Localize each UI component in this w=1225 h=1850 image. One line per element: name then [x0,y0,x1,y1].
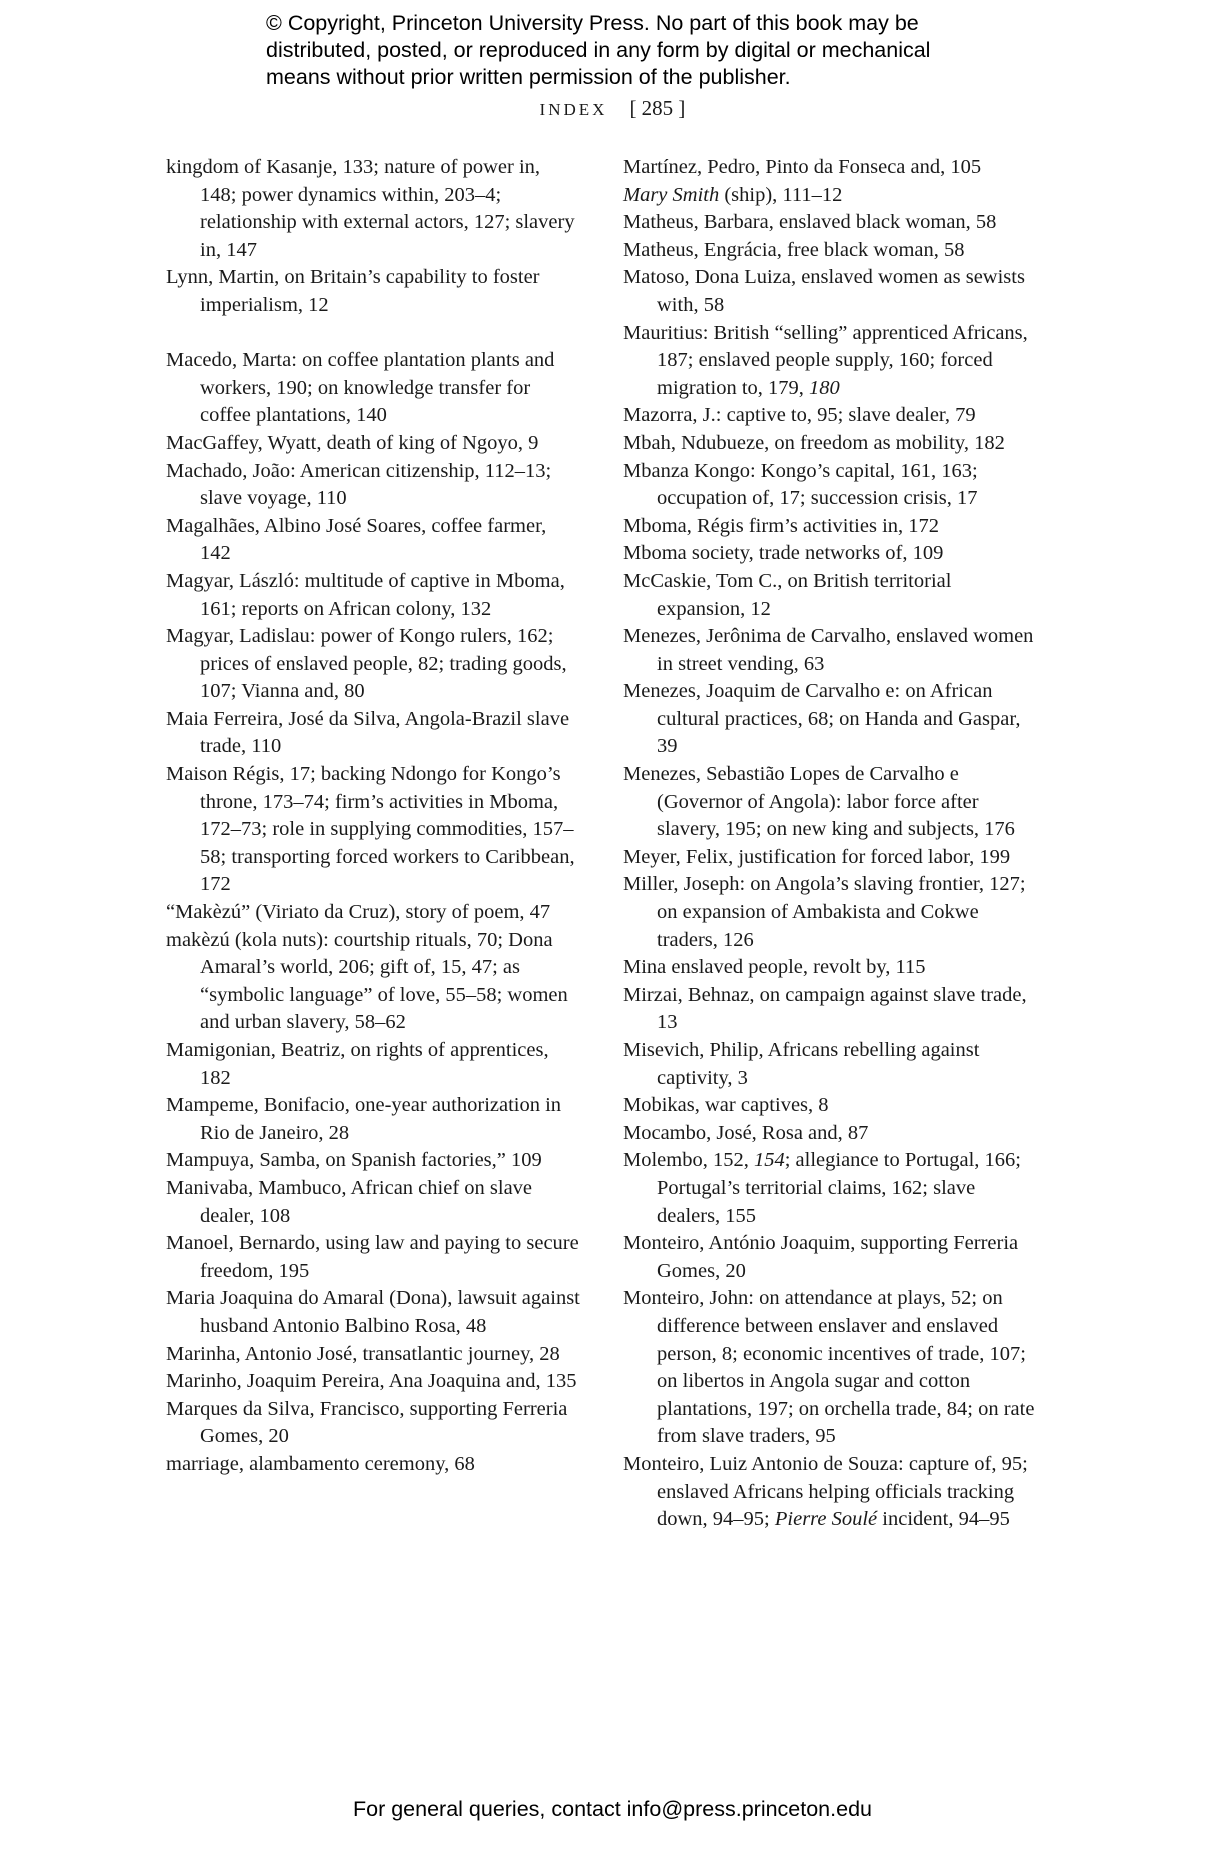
index-entry [623,513,1043,541]
index-entry-text: Manoel, Bernardo, using law and paying to secure freedom, 195 [166,1232,579,1282]
index-entry-text: Machado, João: American citizenship, 112–13; slave voyage, 110 [166,459,552,510]
index-entry [166,706,581,761]
index-entry-text: Magyar, László: multitude of captive in Mboma, 161; reports on African colony, 132 [166,569,565,620]
index-entry-text: Mampuya, Samba, on Spanish factories,” 109 [166,1149,542,1172]
index-entry-text: Marinha, Antonio José, transatlantic journey, 28 [166,1342,560,1365]
index-entry [166,430,581,458]
index-entry-text: Mazorra, J.: captive to, 95; slave dealer, 79 [623,404,976,427]
index-entry-text: kingdom of Kasanje, 133; nature of power in, 148; power dynamics within, 203–4; relationship with external actors, 127; slavery in, 147 [166,156,575,261]
index-entry-text: Maia Ferreira, José da Silva, Angola-Brazil slave trade, 110 [166,707,570,758]
index-entry-text: Monteiro, António Joaquim, supporting Ferreria Gomes, 20 [623,1232,1019,1282]
index-entry-text: “Makèzú” (Viriato da Cruz), story of poem, 47 [166,901,551,924]
index-entry [166,899,581,927]
running-head-label: INDEX [539,100,608,119]
index-entry [623,982,1043,1037]
index-entry [166,1368,581,1396]
index-entry-text: Mbah, Ndubueze, on freedom as mobility, 182 [623,431,1005,454]
index-entry [623,264,1043,319]
index-entry [166,1092,581,1147]
index-entry [623,320,1043,403]
index-entry-text: Mirzai, Behnaz, on campaign against slave trade, 13 [623,983,1027,1034]
index-entry-text: Maria Joaquina do Amaral (Dona), lawsuit against husband Antonio Balbino Rosa, 48 [166,1287,580,1337]
index-entry [623,540,1043,568]
index-entry [166,347,581,430]
index-entry-text: Magalhães, Albino José Soares, coffee farmer, 142 [166,514,547,565]
index-entry-text: Mboma society, trade networks of, 109 [623,542,944,565]
index-entry [623,871,1043,954]
index-entry [623,954,1043,982]
index-entry-text: Matheus, Engrácia, free black woman, 58 [623,238,965,261]
index-entry [623,154,1043,182]
index-entry-text: makèzú (kola nuts): courtship rituals, 70; Dona Amaral’s world, 206; gift of, 15, 47; as “symbolic language” of love, 55–58; women and urban slavery, 58–62 [166,928,568,1034]
index-entry-text: Menezes, Joaquim de Carvalho e: on African cultural practices, 68; on Handa and Gaspar, 39 [623,680,1021,758]
index-entry [166,761,581,899]
index-entry-text: marriage, alambamento ceremony, 68 [166,1452,475,1475]
index-column-right [623,154,1043,1534]
index-entry [166,623,581,706]
index-entry-italic-text: Pierre Soulé [774,1508,878,1531]
index-entry-text: Mobikas, war captives, 8 [623,1094,829,1117]
index-entry-text: Matoso, Dona Luiza, enslaved women as sewists with, 58 [623,266,1025,316]
index-entry [623,761,1043,844]
index-entry [623,237,1043,265]
index-entry [166,458,581,513]
index-entry [623,1147,1043,1230]
index-entry-text: Marinho, Joaquim Pereira, Ana Joaquina and, 135 [166,1370,577,1393]
index-entry-text: Lynn, Martin, on Britain’s capability to foster imperialism, 12 [166,266,540,316]
index-entry [623,568,1043,623]
index-entry [166,1147,581,1175]
index-entry-text: Magyar, Ladislau: power of Kongo rulers, 162; prices of enslaved people, 82; trading goods, 107; Vianna and, 80 [166,625,567,703]
index-entry-text: Mamigonian, Beatriz, on rights of apprentices, 182 [166,1039,549,1089]
index-entry [166,1230,581,1285]
footer-contact: For general queries, contact info@press.princeton.edu [352,1797,872,1821]
index-entry [623,1285,1043,1451]
index-entry-text: Menezes, Jerônima de Carvalho, enslaved women in street vending, 63 [623,625,1034,675]
index-entry [166,264,581,319]
page-number: [ 285 ] [629,96,686,120]
index-entry [166,927,581,1037]
index-entry-text: ; allegiance to Portugal, 166; Portugal’s territorial claims, 162; slave dealers, 155 [657,1149,1021,1227]
index-entry-text: Meyer, Felix, justification for forced labor, 199 [623,845,1011,868]
index-entry [166,1285,581,1340]
index-entry [166,1396,581,1451]
index-entry-text: Mampeme, Bonifacio, one-year authorization in Rio de Janeiro, 28 [166,1094,562,1144]
index-column-left [166,154,581,1479]
index-entry [623,430,1043,458]
index-entry [623,458,1043,513]
index-entry-text: Mbanza Kongo: Kongo’s capital, 161, 163; occupation of, 17; succession crisis, 17 [623,459,978,510]
index-entry [623,402,1043,430]
index-entry-text: Monteiro, John: on attendance at plays, 52; on difference between enslaver and enslaved person, 8; economic incentives of trade, 107; on libertos in Angola sugar and cotton plantations, 197; on orchella trade, 84; on rate from slave traders, 95 [623,1287,1035,1448]
index-entry [623,1120,1043,1148]
index-entry-text: Molembo, 152, [623,1149,754,1172]
index-entry-text: Mauritius: British “selling” apprenticed Africans, 187; enslaved people supply, 160; forced migration to, 179, [623,321,1028,399]
index-entry-text: Matheus, Barbara, enslaved black woman, 58 [623,211,997,234]
index-entry-text: Menezes, Sebastião Lopes de Carvalho e (Governor of Angola): labor force after slavery, 195; on new king and subjects, 176 [623,763,1015,841]
index-entry-text: Mocambo, José, Rosa and, 87 [623,1121,869,1144]
index-entry-text: MacGaffey, Wyatt, death of king of Ngoyo, 9 [166,431,539,454]
index-entry-text: incident, 94–95 [877,1508,1010,1531]
index-entry-text: Martínez, Pedro, Pinto da Fonseca and, 105 [623,156,982,178]
index-entry [166,1037,581,1092]
index-entry [166,1341,581,1369]
index-entry [166,513,581,568]
index-entry-text: Misevich, Philip, Africans rebelling against captivity, 3 [623,1039,980,1089]
index-entry [166,154,581,264]
index-entry [623,623,1043,678]
index-entry-text: Maison Régis, 17; backing Ndongo for Kongo’s throne, 173–74; firm’s activities in Mboma, 172–73; role in supplying commodities, 157–58; transporting forced workers to Caribbean, 172 [166,763,575,896]
index-entry [623,844,1043,872]
index-entry-text: Miller, Joseph: on Angola’s slaving frontier, 127; on expansion of Ambakista and Cokwe traders, 126 [623,873,1026,951]
index-entry-text: (ship), 111–12 [719,183,843,206]
index-entry-text: Monteiro, Luiz Antonio de Souza: capture of, 95; enslaved Africans helping officials tracking down, 94–95; [623,1452,1028,1531]
index-entry-text: Marques da Silva, Francisco, supporting Ferreria Gomes, 20 [166,1397,568,1448]
index-entry [623,678,1043,761]
index-entry [166,1175,581,1230]
index-entry [623,1451,1043,1534]
index-entry-text: Mina enslaved people, revolt by, 115 [623,956,926,979]
copyright-notice: © Copyright, Princeton University Press. No part of this book may be distributed, posted, or reproduced in any form by digital or mechanical means without prior written permission of the publisher. [266,11,931,89]
index-entry [166,568,581,623]
index-entry-text: Manivaba, Mambuco, African chief on slave dealer, 108 [166,1176,533,1227]
index-entry [623,209,1043,237]
index-entry-italic-text: 154 [753,1149,785,1172]
index-entry-text: Mboma, Régis firm’s activities in, 172 [623,514,940,537]
index-entry [623,1230,1043,1285]
index-entry-italic-text: 180 [809,376,840,399]
index-entry [623,182,1043,210]
index-entry-text: Macedo, Marta: on coffee plantation plants and workers, 190; on knowledge transfer for coffee plantations, 140 [166,349,555,427]
running-head [0,94,1225,124]
index-entry-text: McCaskie, Tom C., on British territorial expansion, 12 [623,569,952,620]
index-entry [623,1092,1043,1120]
index-entry-italic-text: Mary Smith [623,183,720,206]
index-entry [623,1037,1043,1092]
index-entry [166,1451,581,1479]
